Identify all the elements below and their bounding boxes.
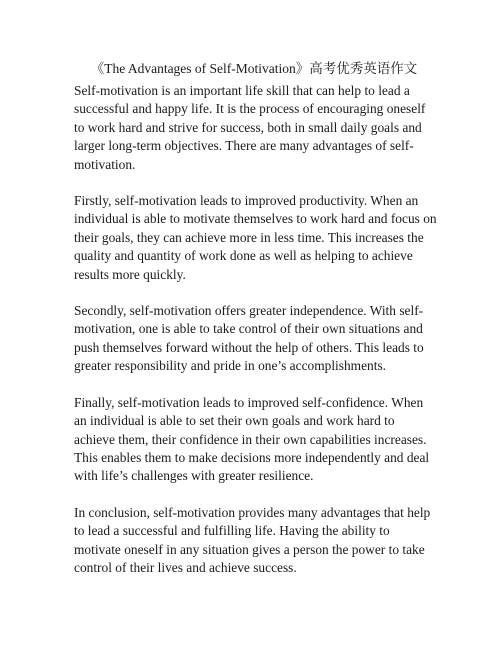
paragraph-conclusion: In conclusion, self-motivation provides many advantages that help to lead a successful and fulfilling life. Having the ability to motivate oneself in any situation gives a person the power to take control of their lives and achieve success. (74, 504, 431, 575)
paragraph-intro: Self-motivation is an important life skill that can help to lead a successful and happy life. It is the process of encouraging oneself to work hard and strive for success, both in small daily goals and larger long-term objectives. There are many advantages of self-motivation. (74, 83, 426, 172)
document-title: 《The Advantages of Self-Motivation》高考优秀英语作文 (90, 61, 418, 76)
document-body (74, 82, 438, 595)
paragraph-independence: Secondly, self-motivation offers greater independence. With self-motivation, one is able to take control of their own situations and push themselves forward without the help of others. This leads to greater responsibility and pride in one’s accomplishments. (74, 303, 424, 374)
paragraph-productivity: Firstly, self-motivation leads to improved productivity. When an individual is able to motivate themselves to work hard and focus on their goals, they can achieve more in less time. This increases the quality and quantity of work done as well as helping to achieve results more quickly. (74, 193, 437, 282)
paragraph-confidence: Finally, self-motivation leads to improved self-confidence. When an individual is able to set their own goals and work hard to achieve them, their confidence in their own capabilities increases. This enables them to make decisions more independently and deal with life’s challenges with greater resilience. (74, 394, 430, 484)
